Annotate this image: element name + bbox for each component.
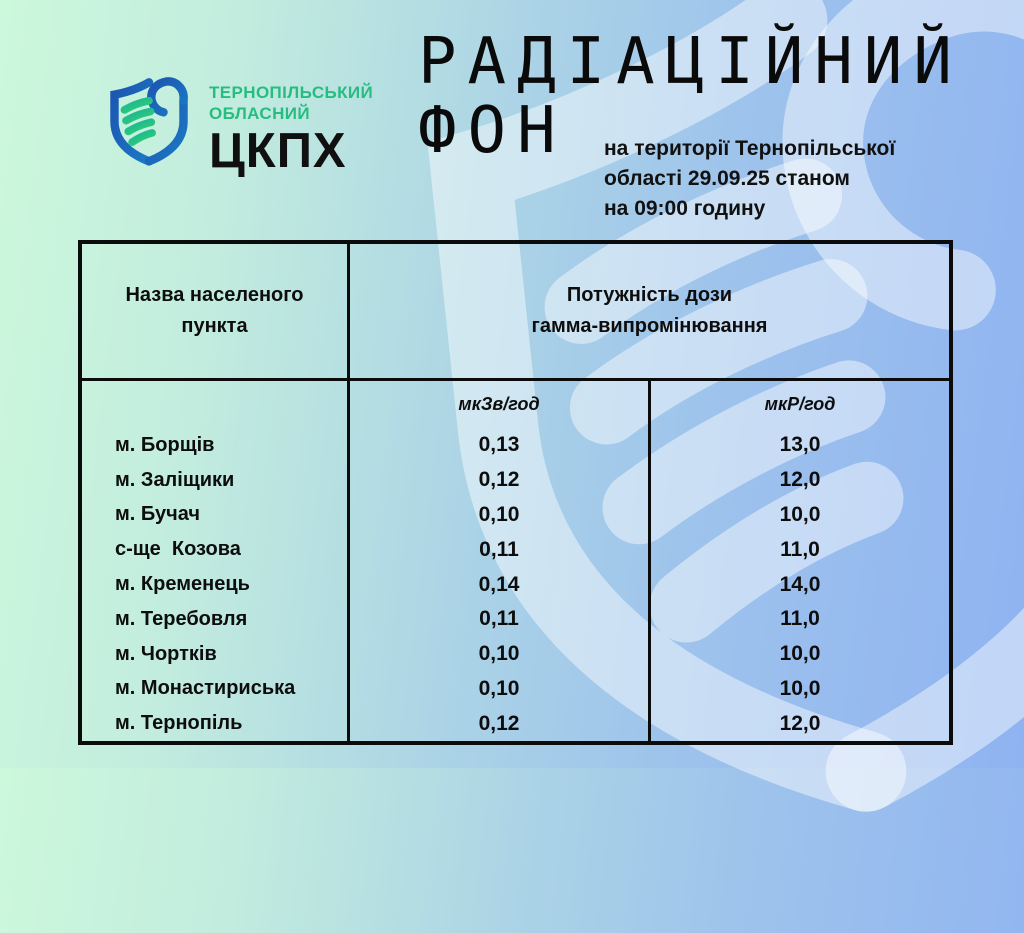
table-row-name: м. Теребовля [115,607,248,630]
table-row-ur: 12,0 [779,468,821,492]
table-row-name: м. Кременець [115,573,250,596]
table-row-usv: 0,13 [478,433,520,457]
column-header-dose-rate-line2: гамма-випромінювання [531,315,768,337]
table-row-ur: 11,0 [780,537,820,561]
org-name [209,68,373,176]
radiation-table [78,240,953,745]
table-row-ur: 10,0 [779,502,821,526]
table-row-ur: 10,0 [779,642,821,666]
table-row-name: м. Тернопіль [115,712,243,735]
table-row-name: м. Чортків [115,642,217,665]
table-row-name: м. Бучач [115,503,200,526]
table-row-usv: 0,14 [478,572,520,596]
subtitle-line3: на 09:00 годину [604,197,766,220]
table-row-name: с-ще Козова [115,538,241,561]
org-abbr: ЦКПХ [209,124,347,178]
unit-row-spacer [82,381,347,428]
table-row-usv: 0,11 [479,537,519,561]
table-row-usv: 0,10 [478,676,520,700]
table-row-usv: 0,12 [478,468,520,492]
table-row-ur: 11,0 [780,607,820,631]
org-name-line2: ОБЛАСНИЙ [209,104,310,123]
table-row-name: м. Борщів [115,433,215,456]
table-row-usv: 0,10 [478,502,520,526]
table-row-usv: 0,10 [478,642,520,666]
table-row-name: м. Монастириська [115,677,296,700]
org-name-line1: ТЕРНОПІЛЬСЬКИЙ [209,83,374,102]
table-row-usv: 0,11 [479,607,519,631]
org-logo [103,68,373,178]
unit-label-ur: мкР/год [764,394,836,414]
page-title-line1: РАДІАЦІЙНИЙ [418,25,963,99]
table-row-ur: 10,0 [779,676,821,700]
shield-heart-logo-icon [103,68,195,178]
column-header-dose-rate [350,244,949,381]
column-header-settlement-line2: пункта [181,315,248,337]
subtitle-line2: області 29.09.25 станом [604,167,850,190]
table-row-ur: 14,0 [779,572,821,596]
column-header-settlement [82,244,350,381]
usv-column [350,381,651,741]
ur-column [651,381,949,741]
table-row-name: м. Заліщики [115,468,235,491]
table-row-ur: 12,0 [779,711,821,735]
column-header-dose-rate-line1: Потужність дози [566,284,733,306]
unit-label-usv: мкЗв/год [458,394,540,414]
table-row-ur: 13,0 [779,433,821,457]
subtitle [604,134,895,224]
column-header-settlement-line1: Назва населеного [125,284,304,306]
settlement-column [82,381,350,741]
subtitle-line1: на території Тернопільської [604,137,896,160]
table-row-usv: 0,12 [478,711,520,735]
page-title-line2: ФОН [418,94,567,168]
